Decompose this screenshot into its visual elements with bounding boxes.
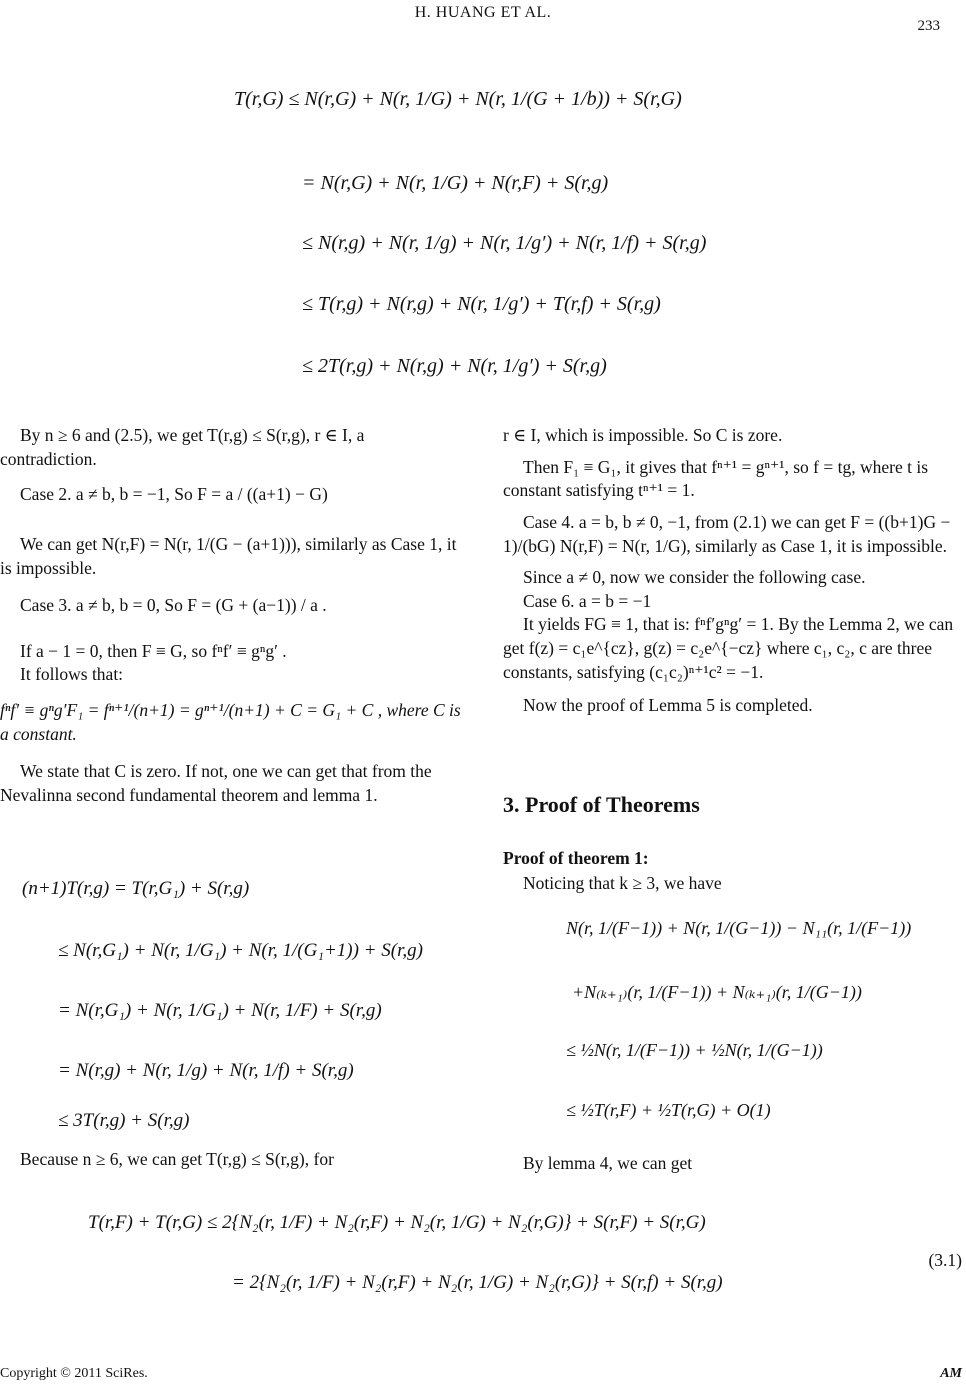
equation-line: ≤ N(r,g) + N(r, 1/g) + N(r, 1/g′) + N(r, 1/f) + S(r,g) xyxy=(302,232,707,254)
paragraph-text: Because n ≥ 6, we can get T(r,g) ≤ S(r,g), for xyxy=(20,1149,334,1169)
paragraph: Now the proof of Lemma 5 is completed. xyxy=(523,695,813,716)
section-heading: 3. Proof of Theorems xyxy=(503,792,700,817)
paragraph: We can get N(r,F) = N(r, 1/(G − (a+1))), similarly as Case 1, it is impossible. xyxy=(0,533,457,578)
paragraph xyxy=(503,1152,965,1176)
journal-abbrev: AM xyxy=(940,1366,962,1381)
proof-heading: Proof of theorem 1: xyxy=(503,848,649,868)
paragraph xyxy=(503,872,965,896)
equation-line: = N(r,g) + N(r, 1/g) + N(r, 1/f) + S(r,g) xyxy=(58,1060,354,1081)
equation-line: ≤ T(r,g) + N(r,g) + N(r, 1/g′) + T(r,f) + S(r,g) xyxy=(302,293,661,315)
equation-inline: fⁿf′ ≡ gⁿg′F₁ = fⁿ⁺¹/(n+1) = gⁿ⁺¹/(n+1) + C = G₁ + C , where C is a constant. xyxy=(0,700,461,744)
paragraph: It follows that: xyxy=(20,664,124,685)
paragraph xyxy=(0,1148,462,1172)
equation-line: ≤ N(r,G₁) + N(r, 1/G₁) + N(r, 1/(G₁+1)) + S(r,g) xyxy=(58,940,423,961)
equation-line: T(r,G) ≤ N(r,G) + N(r, 1/G) + N(r, 1/(G + 1/b)) + S(r,G) xyxy=(234,88,682,110)
equation-line: = N(r,G) + N(r, 1/G) + N(r,F) + S(r,g) xyxy=(302,172,609,194)
equation-line: T(r,F) + T(r,G) ≤ 2{N₂(r, 1/F) + N₂(r,F) + N₂(r, 1/G) + N₂(r,G)} + S(r,F) + S(r,G) xyxy=(88,1212,706,1233)
copyright: Copyright © 2011 SciRes. xyxy=(0,1366,148,1381)
paragraph: Since a ≠ 0, now we consider the following case. xyxy=(523,567,866,588)
running-header: H. HUANG ET AL. xyxy=(414,4,552,21)
case-4: Case 4. a = b, b ≠ 0, −1, from (2.1) we can get F = ((b+1)G − 1)/(bG) N(r,F) = N(r, 1/G), similarly as Case 1, it is impossible. xyxy=(503,511,951,556)
paragraph-text: Noticing that k ≥ 3, we have xyxy=(523,873,722,893)
equation-line: (n+1)T(r,g) = T(r,G₁) + S(r,g) xyxy=(22,878,250,899)
paragraph: We state that C is zero. If not, one we can get that from the Nevalinna second fundamental theorem and lemma 1. xyxy=(0,761,432,805)
equation-line: ≤ 2T(r,g) + N(r,g) + N(r, 1/g′) + S(r,g) xyxy=(302,355,607,377)
case-2: Case 2. a ≠ b, b = −1, So F = a / ((a+1) − G) xyxy=(20,484,328,505)
page-number: 233 xyxy=(917,18,940,34)
equation-line: ≤ ½T(r,F) + ½T(r,G) + O(1) xyxy=(566,1100,771,1120)
paragraph-text: By lemma 4, we can get xyxy=(523,1153,693,1173)
paragraph: If a − 1 = 0, then F ≡ G, so fⁿf′ ≡ gⁿg′ . xyxy=(20,640,287,661)
equation-line: N(r, 1/(F−1)) + N(r, 1/(G−1)) − N₁₁(r, 1/(F−1)) xyxy=(566,918,912,938)
case-3: Case 3. a ≠ b, b = 0, So F = (G + (a−1)) / a . xyxy=(20,595,327,616)
paragraph: By n ≥ 6 and (2.5), we get T(r,g) ≤ S(r,g), r ∈ I, a contradiction. xyxy=(0,425,365,469)
equation-line: ≤ 3T(r,g) + S(r,g) xyxy=(58,1110,190,1131)
paragraph: Then F₁ ≡ G₁, it gives that fⁿ⁺¹ = gⁿ⁺¹, so f = tg, where t is constant satisfying tⁿ⁺¹ = 1. xyxy=(503,456,929,501)
equation-line: ≤ ½N(r, 1/(F−1)) + ½N(r, 1/(G−1)) xyxy=(566,1040,823,1060)
case-6: Case 6. a = b = −1 xyxy=(523,590,652,611)
right-column xyxy=(503,424,965,718)
equation-number: (3.1) xyxy=(928,1250,962,1270)
paragraph: It yields FG ≡ 1, that is: fⁿf′gⁿg′ = 1. By the Lemma 2, we can get f(z) = c₁e^{cz}, g(z) = c₂e^{−cz} where c₁, c₂, c are three constants, satisfying (c₁c₂)ⁿ⁺¹c² = −1. xyxy=(503,614,954,682)
left-column xyxy=(0,424,462,808)
equation-line: +N₍ₖ₊₁₎(r, 1/(F−1)) + N₍ₖ₊₁₎(r, 1/(G−1)) xyxy=(572,982,862,1002)
equation-line: = N(r,G₁) + N(r, 1/G₁) + N(r, 1/F) + S(r,g) xyxy=(58,1000,382,1021)
paragraph: r ∈ I, which is impossible. So C is zore. xyxy=(503,425,783,445)
equation-line: = 2{N₂(r, 1/F) + N₂(r,F) + N₂(r, 1/G) + N₂(r,G)} + S(r,f) + S(r,g) xyxy=(232,1272,723,1293)
